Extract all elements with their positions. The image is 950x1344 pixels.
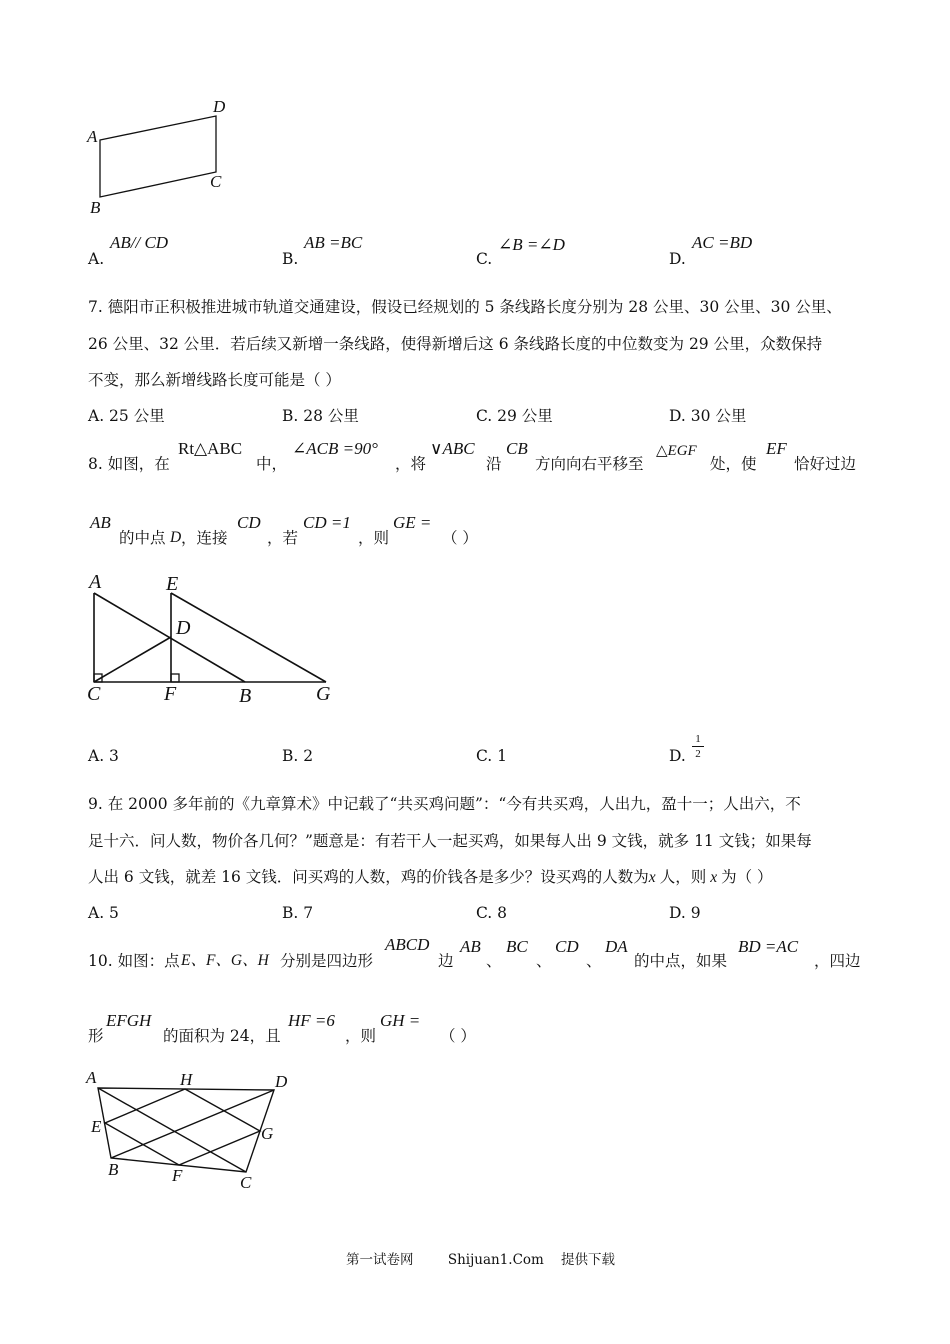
fig8-label-c: C — [87, 683, 101, 705]
q10-sep-3: 、 — [586, 952, 602, 970]
q9-option-c: C. 8 — [476, 904, 508, 922]
q10-text-5: ，四边 — [814, 952, 861, 970]
q10-math-bc: BC — [506, 937, 528, 956]
q8-option-c: C. 1 — [476, 747, 508, 765]
fig10-label-f: F — [172, 1166, 183, 1185]
q9-line-3a: 人出 6 文钱，就差 16 文钱．问买鸡的人数，鸡的价钱各是多少？设买鸡的人数为 — [88, 868, 649, 886]
fig10-label-g: G — [261, 1124, 274, 1143]
q8-math-cd-eq-1: CD =1 — [303, 513, 351, 532]
q7-line-2: 26 公里、32 公里．若后续又新增一条线路，使得新增后这 6 条线路长度的中位数变为 29 公里，众数保持 — [88, 335, 823, 353]
q8-option-d-fraction-bar — [692, 746, 704, 747]
fig8-label-f: F — [164, 683, 177, 705]
q10-text-1: 10. 如图：点 — [88, 952, 180, 970]
q10-text-2: 分别是四边形 — [280, 952, 374, 970]
q8-math-vabc: ∨ABC — [430, 439, 475, 458]
q10-text-8: ，则 — [345, 1027, 377, 1045]
fig10-label-h: H — [180, 1070, 193, 1089]
q8-option-b: B. 2 — [282, 747, 314, 765]
q8-text-7: 恰好过边 — [794, 455, 857, 473]
q8-text-3: ，将 — [395, 455, 427, 473]
fig10-label-a: A — [86, 1068, 97, 1087]
fig8-label-b: B — [239, 685, 252, 707]
q9-option-d: D. 9 — [669, 904, 701, 922]
q9-line-3b: 人，则 — [659, 868, 707, 886]
fig10-label-b: B — [108, 1160, 119, 1179]
q8-option-a: A. 3 — [88, 747, 119, 765]
fig8-label-a: A — [89, 571, 102, 593]
q8-option-d-numerator: 1 — [695, 733, 701, 745]
q10-math-ab: AB — [460, 937, 481, 956]
q6-option-b-label: B. — [282, 250, 299, 268]
q6-option-a-math: AB// CD — [110, 233, 169, 252]
q10-math-bd-ac: BD =AC — [738, 937, 799, 956]
q9-line-3 — [88, 867, 773, 888]
q7-option-c: C. 29 公里 — [476, 407, 553, 425]
q8-math-angle-acb: ∠ACB =90° — [292, 439, 378, 458]
fig8-label-e: E — [166, 573, 179, 595]
q6-option-d-label: D. — [669, 250, 686, 268]
fig6-label-b: B — [90, 198, 101, 217]
q10-text-3: 边 — [438, 952, 454, 970]
q8-math-cd: CD — [237, 513, 261, 532]
q8-text-10: ，则 — [358, 529, 390, 547]
q10-math-efgh: EFGH — [106, 1011, 152, 1030]
q8-text-4: 沿 — [486, 455, 502, 473]
q8-text-1: 8. 如图，在 — [88, 455, 170, 473]
q8-text-5: 方向向右平移至 — [535, 455, 644, 473]
q7-option-b: B. 28 公里 — [282, 407, 359, 425]
q10-math-da: DA — [605, 937, 628, 956]
q8-text-8: 的中点 — [119, 529, 166, 547]
q9-var-x: x — [648, 869, 656, 886]
q8-text-11: （ ） — [442, 529, 478, 547]
q8-text-6: 处，使 — [710, 455, 757, 473]
q6-option-a-label: A. — [88, 250, 105, 268]
q8-math-ge: GE = — [393, 513, 432, 532]
q8-option-d: D. — [669, 747, 686, 765]
q10-sep-2: 、 — [536, 952, 552, 970]
q9-line-3c: 为（ ） — [721, 868, 773, 886]
fig6-label-a: A — [87, 127, 98, 146]
page-footer: 第一试卷网 Shijuan1.Com 提供下载 — [346, 1252, 616, 1268]
q7-option-d: D. 30 公里 — [669, 407, 747, 425]
q10-points: E、F、G、H — [181, 952, 269, 969]
fig6-label-d: D — [213, 97, 226, 116]
q10-math-cd: CD — [555, 937, 579, 956]
fig10-label-d: D — [275, 1072, 288, 1091]
q10-math-hf: HF =6 — [288, 1011, 335, 1030]
q10-text-9: （ ） — [440, 1027, 476, 1045]
q6-option-c-math: ∠B =∠D — [498, 235, 565, 254]
q6-option-b-math: AB =BC — [304, 233, 363, 252]
triangle-translation-figure — [80, 575, 350, 705]
q8-text-2: 中， — [256, 455, 288, 473]
q8-point-d: D — [170, 529, 182, 546]
q7-line-3: 不变，那么新增线路长度可能是（ ） — [88, 371, 341, 389]
fig8-label-g: G — [316, 683, 331, 705]
q10-text-4: 的中点，如果 — [634, 952, 728, 970]
q10-text-7: 的面积为 24，且 — [163, 1027, 281, 1045]
fig6-label-c: C — [210, 172, 222, 191]
q8-option-d-denominator: 2 — [695, 748, 701, 760]
q9-option-a: A. 5 — [88, 904, 119, 922]
fig10-label-e: E — [91, 1117, 102, 1136]
q10-text-6: 形 — [88, 1027, 104, 1045]
fig10-label-c: C — [240, 1173, 252, 1192]
q6-option-d-math: AC =BD — [692, 233, 753, 252]
q10-math-gh: GH = — [380, 1011, 421, 1030]
q7-line-1: 7. 德阳市正积极推进城市轨道交通建设，假设已经规划的 5 条线路长度分别为 28 公里、30 公里、30 公里、 — [88, 298, 842, 316]
q6-option-c-label: C. — [476, 250, 493, 268]
q7-option-a: A. 25 公里 — [88, 407, 165, 425]
q8-math-rt-abc: Rt△ABC — [178, 439, 243, 458]
q9-option-b: B. 7 — [282, 904, 314, 922]
q9-var-x-2: x — [710, 869, 718, 886]
q8-text-8c: ，连接 — [181, 529, 228, 547]
q8-text-9: ，若 — [267, 529, 299, 547]
fig8-label-d: D — [176, 617, 191, 639]
q9-line-1: 9. 在 2000 多年前的《九章算术》中记载了“共买鸡问题”：“今有共买鸡，人出九，盈十一；人出六，不 — [88, 795, 801, 813]
q8-math-cb: CB — [506, 439, 528, 458]
q8-math-egf: △EGF — [656, 443, 697, 459]
q8-math-ef: EF — [766, 439, 787, 458]
q10-math-abcd: ABCD — [385, 935, 430, 954]
q8-math-ab: AB — [90, 513, 111, 532]
q10-sep-1: 、 — [486, 952, 502, 970]
q9-line-2: 足十六．问人数，物价各几何？”题意是：有若干人一起买鸡，如果每人出 9 文钱，就多 11 文钱；如果每 — [88, 832, 812, 850]
